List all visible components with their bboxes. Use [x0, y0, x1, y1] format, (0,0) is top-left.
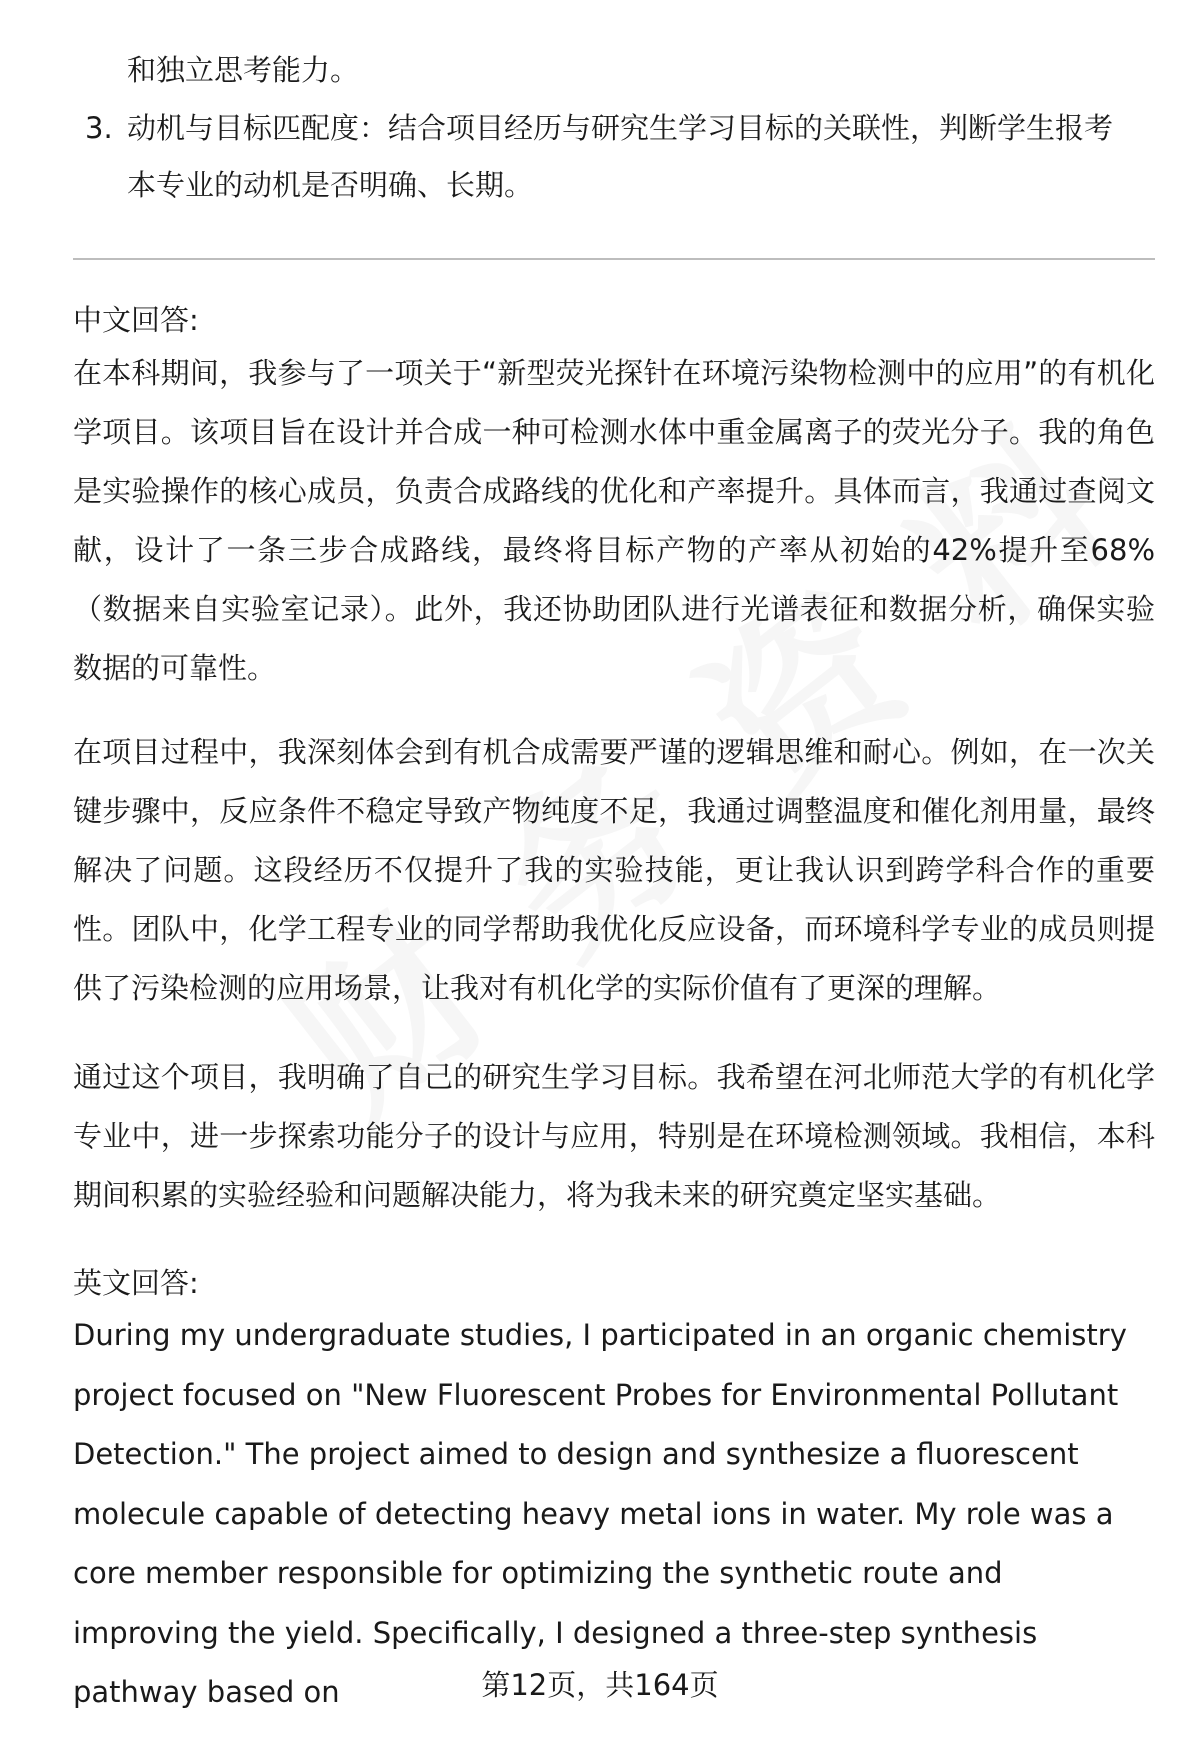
- chinese-paragraph-1: 在本科期间，我参与了一项关于“新型荧光探针在环境污染物检测中的应用”的有机化学项目。该项目旨在设计并合成一种可检测水体中重金属离子的荧光分子。我的角色是实验操作的核心成员，负责合成路线的优化和产率提升。具体而言，我通过查阅文献，设计了一条三步合成路线，最终将目标产物的产率从初始的42%提升至68%（数据来自实验室记录）。此外，我还协助团队进行光谱表征和数据分析，确保实验数据的可靠性。: [73, 356, 1155, 685]
- list-item-2-tail: 和独立思考能力。: [127, 53, 360, 87]
- chinese-paragraph-2: 在项目过程中，我深刻体会到有机合成需要严谨的逻辑思维和耐心。例如，在一次关键步骤中，反应条件不稳定导致产物纯度不足，我通过调整温度和催化剂用量，最终解决了问题。这段经历不仅提升了我的实验技能，更让我认识到跨学科合作的重要性。团队中，化学工程专业的同学帮助我优化反应设备，而环境科学专业的成员则提供了污染检测的应用场景，让我对有机化学的实际价值有了更深的理解。: [73, 735, 1155, 1005]
- page-number: 第12页，共164页: [481, 1668, 719, 1702]
- english-answer-label: 英文回答:: [73, 1266, 199, 1300]
- list-item-3-number: 3.: [85, 111, 113, 145]
- list-item-3-line1: 动机与目标匹配度：结合项目经历与研究生学习目标的关联性，判断学生报考: [127, 111, 1114, 145]
- section-divider: [73, 258, 1155, 260]
- english-paragraph: During my undergraduate studies, I participated in an organic chemistry project focused on "New Fluorescent Probes for Environmental Pollutant Detection." The project aimed to design and synthesize a fluorescent molecule capable of detecting heavy metal ions in water. My role was a core member responsible for optimizing the synthetic route and improving the yield. Specifically, I designed a three-step synthesis pathway based on: [73, 1318, 1127, 1709]
- list-item-3-line2: 本专业的动机是否明确、长期。: [127, 168, 534, 202]
- chinese-paragraph-3: 通过这个项目，我明确了自己的研究生学习目标。我希望在河北师范大学的有机化学专业中，进一步探索功能分子的设计与应用，特别是在环境检测领域。我相信，本科期间积累的实验经验和问题解决能力，将为我未来的研究奠定坚实基础。: [73, 1060, 1155, 1212]
- chinese-answer-label: 中文回答:: [73, 303, 199, 337]
